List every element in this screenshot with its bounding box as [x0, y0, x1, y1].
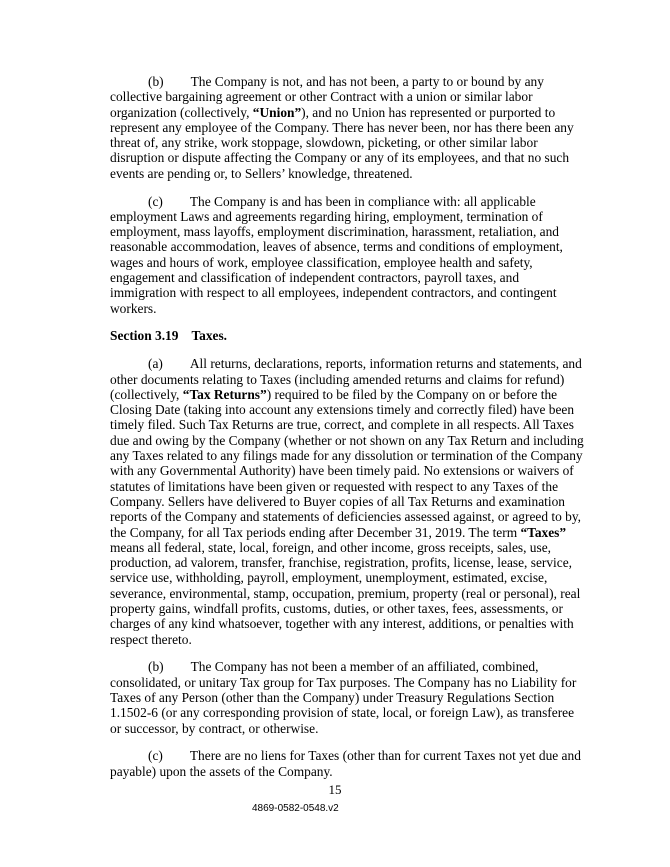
- defined-term-union: “Union”: [252, 104, 302, 120]
- paragraph-label: (a): [148, 356, 163, 372]
- defined-term-taxes: “Taxes”: [520, 524, 567, 540]
- paragraph-c-compliance: [110, 194, 588, 316]
- paragraph-text: ) required to be filed by the Company on or before the Closing Date (taking into account any extensions timely and correctly filed) have been timely filed. Such Tax Returns are true, correct, and complete in all respects. All Taxes due and owing by the Company (whether or not shown on any Tax Return and including any Taxes related to any filings made for any dissolution or termination of the Company with any Governmental Authority) have been timely paid. No extensions or waivers of statutes of limitations have been given or requested with respect to any Taxes of the Company. Sellers have delivered to Buyer copies of all Tax Returns and examination reports of the Company and statements of deficiencies assessed against, or agreed to by, the Company, for all Tax periods ending after December 31, 2019. The term: [110, 386, 584, 540]
- defined-term-tax-returns: “Tax Returns”: [182, 386, 267, 402]
- section-title: Taxes.: [191, 328, 228, 344]
- paragraph-b-labor: [110, 74, 588, 181]
- paragraph-b-tax-group: [110, 659, 588, 735]
- paragraph-label: (b): [148, 659, 164, 675]
- paragraph-label: (b): [148, 74, 164, 89]
- paragraph-text: The Company is and has been in compliance with: all applicable employment Laws and agreements regarding hiring, employment, termination of employment, mass layoffs, employment discrimination, harassment, retaliation, and reasonable accommodation, leaves of absence, terms and conditions of employment, wages and hours of work, employee classification, employee health and safety, engagement and classification of independent contractors, payroll taxes, and immigration with respect to all employees, independent contractors, and contingent workers.: [110, 193, 563, 316]
- paragraph-text: All returns, declarations, reports, information returns and statements, and other documents relating to Taxes (including amended returns and claims for refund) (collectively,: [110, 356, 582, 402]
- paragraph-text: The Company has not been a member of an affiliated, combined, consolidated, or unitary Tax group for Tax purposes. The Company has no Liability for Taxes of any Person (other than the Company) under Treasury Regulations Section 1.1502-6 (or any corresponding provision of state, local, or foreign Law), as transferee or successor, by contract, or otherwise.: [110, 659, 577, 736]
- paragraph-text: The Company is not, and has not been, a party to or bound by any collective bargaining agreement or other Contract with a union or similar labor organization (collectively,: [110, 74, 544, 120]
- paragraph-text: There are no liens for Taxes (other than for current Taxes not yet due and payable) upon the assets of the Company.: [110, 748, 581, 779]
- section-heading-taxes: [110, 328, 588, 343]
- paragraph-a-tax-returns: [110, 356, 588, 647]
- paragraph-label: (c): [148, 748, 163, 764]
- page-body: [110, 74, 588, 791]
- document-control-number: 4869-0582-0548.v2: [252, 803, 339, 814]
- paragraph-text: means all federal, state, local, foreign, and other income, gross receipts, sales, use, production, ad valorem, transfer, franchise, registration, profits, license, lease, service, service use, withholding, payroll, employment, unemployment, estimated, excise, severance, environmental, stamp, occupation, premium, property (real or personal), real property gains, windfall profits, customs, duties, or other taxes, fees, assessments, or charges of any kind whatsoever, together with any interest, additions, or penalties with respect thereto.: [110, 539, 581, 647]
- section-number: Section 3.19: [110, 328, 179, 344]
- paragraph-label: (c): [148, 193, 163, 209]
- paragraph-c-tax-liens: [110, 748, 588, 779]
- page-number: 15: [328, 782, 342, 797]
- paragraph-text: ), and no Union has represented or purported to represent any employee of the Company. There has never been, nor has there been any threat of, any strike, work stoppage, slowdown, picketing, or other similar labor disruption or dispute affecting the Company or any of its employees, and that no such events are pending or, to Sellers’ knowledge, threatened.: [110, 104, 574, 181]
